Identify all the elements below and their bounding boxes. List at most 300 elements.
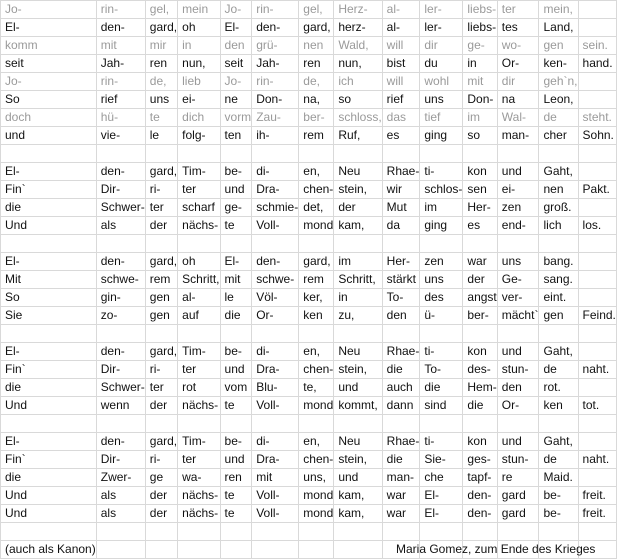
cell[interactable]: Rhae- (382, 433, 420, 451)
cell[interactable]: der (145, 397, 177, 415)
cell[interactable] (420, 325, 463, 343)
cell[interactable]: Wal- (497, 109, 539, 127)
cell[interactable]: Wald, (334, 37, 382, 55)
cell[interactable]: naht. (578, 451, 616, 469)
cell[interactable]: naht. (578, 361, 616, 379)
cell[interactable]: die (382, 361, 420, 379)
cell[interactable]: Sie- (420, 451, 463, 469)
cell[interactable]: lich (539, 217, 578, 235)
cell[interactable]: komm (1, 37, 97, 55)
cell[interactable]: der (334, 199, 382, 217)
cell[interactable]: ber- (463, 307, 497, 325)
cell[interactable]: die (1, 379, 97, 397)
footer-note[interactable]: (auch als Kanon) (1, 541, 97, 559)
cell[interactable] (578, 433, 616, 451)
cell[interactable]: oh (178, 19, 220, 37)
cell[interactable]: rem (299, 127, 334, 145)
cell[interactable]: liebs- (463, 19, 497, 37)
cell[interactable]: gen (539, 307, 578, 325)
cell[interactable]: Dir- (96, 181, 145, 199)
cell[interactable]: und (497, 433, 539, 451)
cell[interactable] (145, 415, 177, 433)
cell[interactable]: ri- (145, 361, 177, 379)
cell[interactable]: ter (178, 181, 220, 199)
cell[interactable]: und (334, 379, 382, 397)
cell[interactable]: Schritt, (334, 271, 382, 289)
cell[interactable]: den (382, 307, 420, 325)
cell[interactable]: die (382, 451, 420, 469)
cell[interactable]: de (539, 361, 578, 379)
cell[interactable]: Fin` (1, 361, 97, 379)
cell[interactable]: ei- (497, 181, 539, 199)
cell[interactable]: die (420, 379, 463, 397)
cell[interactable]: ging (420, 127, 463, 145)
cell[interactable]: ge (145, 469, 177, 487)
cell[interactable]: Jah- (252, 55, 299, 73)
cell[interactable]: es (463, 217, 497, 235)
cell[interactable]: man- (497, 127, 539, 145)
cell[interactable]: in (463, 55, 497, 73)
cell[interactable]: als (96, 505, 145, 523)
cell[interactable]: mein (178, 1, 220, 19)
cell[interactable] (578, 199, 616, 217)
cell[interactable]: di- (252, 433, 299, 451)
cell[interactable]: den (497, 379, 539, 397)
cell[interactable]: der (145, 217, 177, 235)
cell[interactable]: wir (382, 181, 420, 199)
cell[interactable]: rot. (539, 379, 578, 397)
cell[interactable] (578, 469, 616, 487)
cell[interactable]: lieb (178, 73, 220, 91)
cell[interactable]: Herz- (334, 1, 382, 19)
cell[interactable]: ken- (539, 55, 578, 73)
cell[interactable]: den- (463, 505, 497, 523)
cell[interactable]: und (220, 451, 252, 469)
cell[interactable] (578, 523, 616, 541)
cell[interactable]: re (497, 469, 539, 487)
cell[interactable]: im (334, 253, 382, 271)
cell[interactable] (578, 343, 616, 361)
cell[interactable]: den- (96, 19, 145, 37)
cell[interactable]: rem (145, 271, 177, 289)
cell[interactable]: mit (220, 271, 252, 289)
cell[interactable] (578, 289, 616, 307)
cell[interactable]: des- (463, 361, 497, 379)
cell[interactable]: den- (96, 163, 145, 181)
cell[interactable]: cher (539, 127, 578, 145)
cell[interactable] (578, 253, 616, 271)
cell[interactable]: rin- (252, 1, 299, 19)
cell[interactable]: in (334, 289, 382, 307)
cell[interactable] (497, 523, 539, 541)
cell[interactable]: nen (539, 181, 578, 199)
cell[interactable]: Jo- (220, 73, 252, 91)
cell[interactable]: ker, (299, 289, 334, 307)
cell[interactable] (96, 523, 145, 541)
cell[interactable]: kam, (334, 487, 382, 505)
cell[interactable]: liebs- (463, 1, 497, 19)
cell[interactable]: Sohn. (578, 127, 616, 145)
cell[interactable]: vie- (96, 127, 145, 145)
cell[interactable] (178, 235, 220, 253)
cell[interactable]: chen- (299, 361, 334, 379)
cell[interactable]: und (220, 361, 252, 379)
cell[interactable]: le (220, 289, 252, 307)
cell[interactable] (578, 325, 616, 343)
cell[interactable]: gard, (145, 19, 177, 37)
cell[interactable]: war (463, 253, 497, 271)
cell[interactable] (220, 541, 252, 559)
cell[interactable] (578, 145, 616, 163)
cell[interactable]: mond (299, 487, 334, 505)
cell[interactable] (578, 73, 616, 91)
cell[interactable] (382, 325, 420, 343)
cell[interactable]: kon (463, 343, 497, 361)
cell[interactable]: wa- (178, 469, 220, 487)
cell[interactable]: Don- (252, 91, 299, 109)
cell[interactable]: folg- (178, 127, 220, 145)
cell[interactable]: war (382, 505, 420, 523)
cell[interactable]: nächs- (178, 397, 220, 415)
cell[interactable] (382, 415, 420, 433)
cell[interactable]: herz- (334, 19, 382, 37)
cell[interactable]: nun, (178, 55, 220, 73)
cell[interactable]: dir (420, 37, 463, 55)
cell[interactable]: den- (96, 253, 145, 271)
cell[interactable]: ber- (299, 109, 334, 127)
cell[interactable] (1, 325, 97, 343)
cell[interactable]: mit (463, 73, 497, 91)
cell[interactable]: mächt` (497, 307, 539, 325)
cell[interactable]: der (463, 271, 497, 289)
cell[interactable]: und (1, 127, 97, 145)
cell[interactable]: Und (1, 505, 97, 523)
cell[interactable]: kon (463, 163, 497, 181)
cell[interactable]: ken (299, 307, 334, 325)
cell[interactable]: nächs- (178, 505, 220, 523)
cell[interactable]: da (382, 217, 420, 235)
cell[interactable]: uns (420, 91, 463, 109)
cell[interactable]: chen- (299, 451, 334, 469)
cell[interactable]: den- (463, 487, 497, 505)
cell[interactable]: tes (497, 19, 539, 37)
cell[interactable]: Pakt. (578, 181, 616, 199)
cell[interactable]: den- (252, 253, 299, 271)
cell[interactable]: Dra- (252, 361, 299, 379)
cell[interactable]: Schritt, (178, 271, 220, 289)
cell[interactable]: stun- (497, 451, 539, 469)
cell[interactable]: El- (420, 505, 463, 523)
cell[interactable]: El- (1, 343, 97, 361)
cell[interactable]: le (145, 127, 177, 145)
cell[interactable]: war (382, 487, 420, 505)
cell[interactable]: ter (497, 1, 539, 19)
cell[interactable] (178, 145, 220, 163)
cell[interactable]: rin- (252, 73, 299, 91)
cell[interactable]: die (1, 469, 97, 487)
cell[interactable]: zen (497, 199, 539, 217)
cell[interactable]: der (145, 505, 177, 523)
cell[interactable] (578, 1, 616, 19)
cell[interactable]: hü- (96, 109, 145, 127)
cell[interactable]: den- (96, 343, 145, 361)
cell[interactable]: na, (299, 91, 334, 109)
cell[interactable]: rem (299, 271, 334, 289)
cell[interactable]: Voll- (252, 217, 299, 235)
cell[interactable]: so (463, 127, 497, 145)
cell[interactable]: gard (497, 487, 539, 505)
cell[interactable]: mond (299, 397, 334, 415)
cell[interactable]: tief (420, 109, 463, 127)
cell[interactable] (299, 523, 334, 541)
cell[interactable]: kon (463, 433, 497, 451)
cell[interactable]: Tim- (178, 343, 220, 361)
cell[interactable] (252, 541, 299, 559)
cell[interactable]: den- (252, 19, 299, 37)
cell[interactable] (463, 145, 497, 163)
cell[interactable]: Mit (1, 271, 97, 289)
cell[interactable]: ren (145, 55, 177, 73)
cell[interactable]: ti- (420, 163, 463, 181)
cell[interactable]: ges- (463, 451, 497, 469)
cell[interactable] (497, 415, 539, 433)
cell[interactable] (578, 379, 616, 397)
cell[interactable]: und (497, 163, 539, 181)
cell[interactable] (252, 325, 299, 343)
cell[interactable]: El- (1, 163, 97, 181)
cell[interactable] (578, 163, 616, 181)
cell[interactable]: in (178, 37, 220, 55)
cell[interactable]: be- (220, 433, 252, 451)
cell[interactable]: Blu- (252, 379, 299, 397)
cell[interactable]: uns (497, 253, 539, 271)
cell[interactable]: oh (178, 253, 220, 271)
cell[interactable] (463, 235, 497, 253)
cell[interactable]: mir (145, 37, 177, 55)
cell[interactable]: ler- (420, 1, 463, 19)
cell[interactable]: Jah- (96, 55, 145, 73)
cell[interactable]: zen (420, 253, 463, 271)
cell[interactable]: stärkt (382, 271, 420, 289)
cell[interactable] (252, 415, 299, 433)
cell[interactable]: kommt, (334, 397, 382, 415)
cell[interactable]: ver- (497, 289, 539, 307)
cell[interactable]: Voll- (252, 487, 299, 505)
cell[interactable]: te (220, 217, 252, 235)
cell[interactable] (178, 415, 220, 433)
cell[interactable]: nächs- (178, 487, 220, 505)
cell[interactable]: der (145, 487, 177, 505)
cell[interactable]: gel, (145, 1, 177, 19)
cell[interactable]: bist (382, 55, 420, 73)
cell[interactable]: ter (178, 451, 220, 469)
cell[interactable]: eint. (539, 289, 578, 307)
cell[interactable]: Gaht, (539, 343, 578, 361)
cell[interactable]: gin- (96, 289, 145, 307)
cell[interactable]: Land, (539, 19, 578, 37)
cell[interactable]: ging (420, 217, 463, 235)
cell[interactable]: grü- (252, 37, 299, 55)
cell[interactable] (96, 541, 145, 559)
cell[interactable]: seit (1, 55, 97, 73)
cell[interactable]: Rhae- (382, 163, 420, 181)
cell[interactable]: Völ- (252, 289, 299, 307)
cell[interactable] (1, 415, 97, 433)
cell[interactable]: uns (420, 271, 463, 289)
cell[interactable]: will (382, 73, 420, 91)
cell[interactable]: rin- (96, 73, 145, 91)
cell[interactable]: mond (299, 217, 334, 235)
cell[interactable]: te, (299, 379, 334, 397)
cell[interactable]: Tim- (178, 163, 220, 181)
cell[interactable]: ter (145, 199, 177, 217)
cell[interactable]: will (382, 37, 420, 55)
cell[interactable]: Dra- (252, 451, 299, 469)
cell[interactable]: nun, (334, 55, 382, 73)
cell[interactable] (220, 415, 252, 433)
cell[interactable]: gard, (145, 163, 177, 181)
cell[interactable]: seit (220, 55, 252, 73)
cell[interactable]: Gaht, (539, 433, 578, 451)
cell[interactable]: vorm (220, 109, 252, 127)
cell[interactable] (220, 235, 252, 253)
cell[interactable] (96, 145, 145, 163)
cell[interactable]: es (382, 127, 420, 145)
cell[interactable]: El- (1, 433, 97, 451)
cell[interactable]: Ge- (497, 271, 539, 289)
cell[interactable]: den (220, 37, 252, 55)
cell[interactable] (1, 235, 97, 253)
cell[interactable] (178, 325, 220, 343)
cell[interactable]: zo- (96, 307, 145, 325)
cell[interactable]: und (220, 181, 252, 199)
cell[interactable] (334, 523, 382, 541)
cell[interactable] (145, 325, 177, 343)
cell[interactable] (420, 235, 463, 253)
cell[interactable]: schwe- (252, 271, 299, 289)
cell[interactable]: Maid. (539, 469, 578, 487)
cell[interactable]: im (420, 199, 463, 217)
cell[interactable]: Schwer- (96, 379, 145, 397)
cell[interactable]: nen (299, 37, 334, 55)
cell[interactable]: Feind. (578, 307, 616, 325)
cell[interactable] (497, 235, 539, 253)
cell[interactable]: Fin` (1, 181, 97, 199)
cell[interactable]: te (220, 505, 252, 523)
cell[interactable]: det, (299, 199, 334, 217)
cell[interactable]: auch (382, 379, 420, 397)
cell[interactable]: Und (1, 217, 97, 235)
cell[interactable]: angst (463, 289, 497, 307)
cell[interactable]: wohl (420, 73, 463, 91)
cell[interactable]: Sie (1, 307, 97, 325)
cell[interactable] (96, 235, 145, 253)
cell[interactable] (220, 325, 252, 343)
cell[interactable]: Her- (463, 199, 497, 217)
cell[interactable]: steht. (578, 109, 616, 127)
cell[interactable] (220, 145, 252, 163)
cell[interactable] (145, 523, 177, 541)
cell[interactable]: als (96, 217, 145, 235)
cell[interactable]: chen- (299, 181, 334, 199)
cell[interactable] (334, 541, 382, 559)
cell[interactable]: stein, (334, 361, 382, 379)
cell[interactable]: mond (299, 505, 334, 523)
cell[interactable]: freit. (578, 505, 616, 523)
cell[interactable]: Und (1, 397, 97, 415)
cell[interactable]: gard, (145, 343, 177, 361)
cell[interactable]: So (1, 289, 97, 307)
cell[interactable]: stein, (334, 451, 382, 469)
cell[interactable]: Hem- (463, 379, 497, 397)
cell[interactable]: en, (299, 343, 334, 361)
cell[interactable]: Leon, (539, 91, 578, 109)
cell[interactable]: so (334, 91, 382, 109)
cell[interactable]: Dra- (252, 181, 299, 199)
cell[interactable]: Dir- (96, 361, 145, 379)
cell[interactable] (334, 145, 382, 163)
cell[interactable]: uns (145, 91, 177, 109)
cell[interactable]: dann (382, 397, 420, 415)
cell[interactable]: ge- (463, 37, 497, 55)
cell[interactable] (1, 145, 97, 163)
cell[interactable] (539, 523, 578, 541)
cell[interactable]: Dir- (96, 451, 145, 469)
cell[interactable] (220, 523, 252, 541)
cell[interactable]: ler- (420, 19, 463, 37)
cell[interactable]: de (539, 451, 578, 469)
cell[interactable]: sind (420, 397, 463, 415)
cell[interactable]: de, (299, 73, 334, 91)
cell[interactable] (463, 325, 497, 343)
cell[interactable]: wenn (96, 397, 145, 415)
cell[interactable]: El- (220, 19, 252, 37)
cell[interactable]: ten (220, 127, 252, 145)
cell[interactable] (96, 325, 145, 343)
cell[interactable]: So (1, 91, 97, 109)
cell[interactable]: vom (220, 379, 252, 397)
cell[interactable]: im (463, 109, 497, 127)
cell[interactable]: ne (220, 91, 252, 109)
cell[interactable]: Und (1, 487, 97, 505)
cell[interactable]: geh`n, (539, 73, 578, 91)
cell[interactable] (252, 235, 299, 253)
cell[interactable] (539, 235, 578, 253)
cell[interactable]: die (220, 307, 252, 325)
cell[interactable] (382, 145, 420, 163)
cell[interactable]: schlos- (420, 181, 463, 199)
cell[interactable]: ken (539, 397, 578, 415)
cell[interactable]: stein, (334, 181, 382, 199)
cell[interactable]: Ruf, (334, 127, 382, 145)
cell[interactable] (299, 325, 334, 343)
cell[interactable] (497, 145, 539, 163)
cell[interactable]: schwe- (96, 271, 145, 289)
cell[interactable]: scharf (178, 199, 220, 217)
cell[interactable]: bang. (539, 253, 578, 271)
cell[interactable]: di- (252, 343, 299, 361)
cell[interactable]: gard (497, 505, 539, 523)
cell[interactable] (252, 145, 299, 163)
cell[interactable]: Mut (382, 199, 420, 217)
cell[interactable] (145, 235, 177, 253)
cell[interactable] (382, 523, 420, 541)
cell[interactable]: rot (178, 379, 220, 397)
cell[interactable] (252, 523, 299, 541)
cell[interactable]: Voll- (252, 505, 299, 523)
cell[interactable] (145, 145, 177, 163)
cell[interactable]: El- (220, 253, 252, 271)
